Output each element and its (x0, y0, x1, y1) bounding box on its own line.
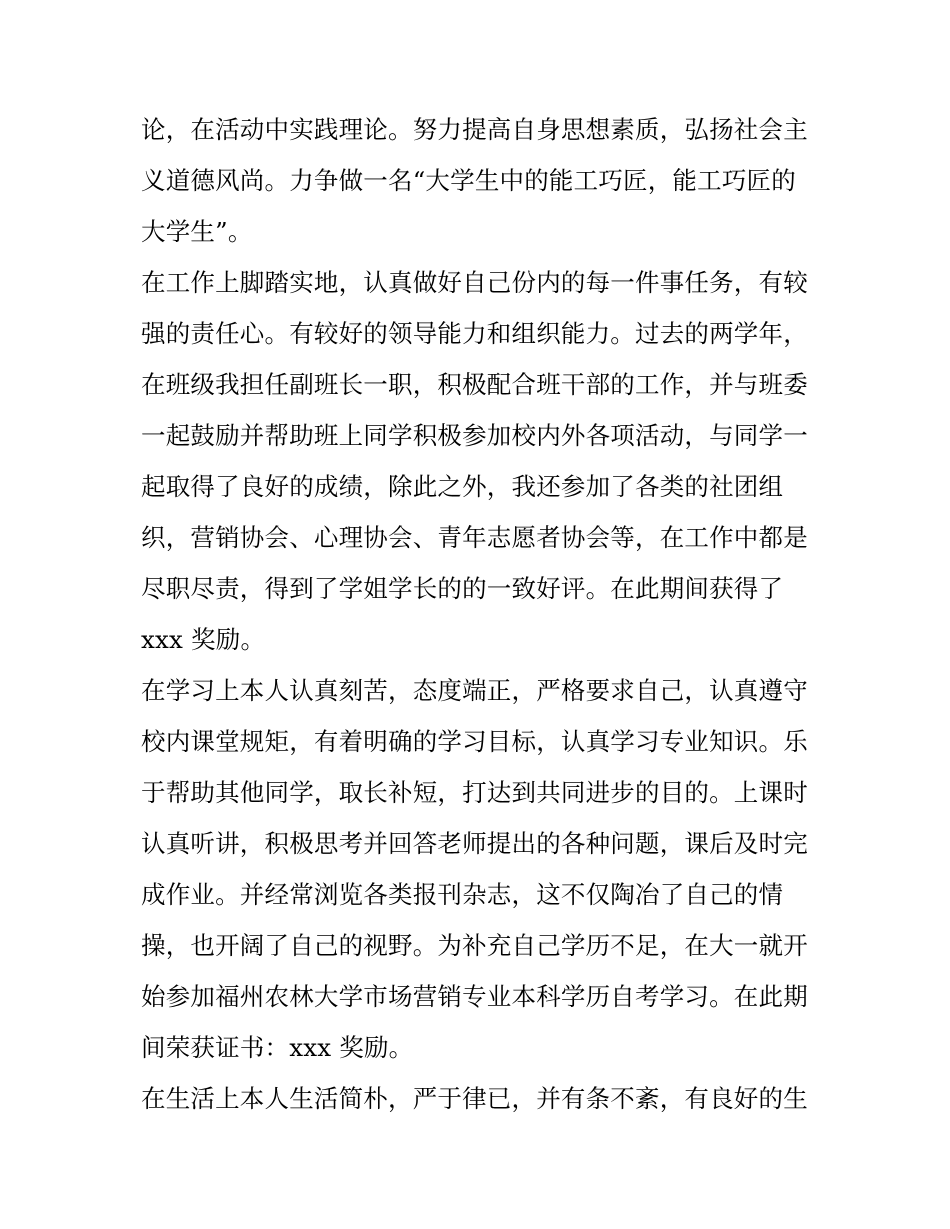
text-line: 尽职尽责，得到了学姐学长的的一致好评。在此期间获得了 (141, 574, 784, 603)
text-line: 大学生”。 (141, 217, 253, 246)
text-line: 间荣获证书：xxx 奖励。 (141, 1033, 414, 1062)
text-line: 操，也开阔了自己的视野。为补充自己学历不足，在大一就开 (141, 931, 808, 960)
text-line: 在工作上脚踏实地，认真做好自己份内的每一件事任务，有较 (141, 268, 808, 297)
text-line: 校内课堂规矩，有着明确的学习目标，认真学习专业知识。乐 (141, 727, 808, 756)
text-line: 起取得了良好的成绩，除此之外，我还参加了各类的社团组 (141, 472, 784, 501)
text-line: 强的责任心。有较好的领导能力和组织能力。过去的两学年， (141, 319, 808, 348)
text-line: 义道德风尚。力争做一名“大学生中的能工巧匠，能工巧匠的 (141, 166, 796, 195)
text-line: 一起鼓励并帮助班上同学积极参加校内外各项活动，与同学一 (141, 421, 808, 450)
text-line: 成作业。并经常浏览各类报刊杂志，这不仅陶冶了自己的情 (141, 880, 784, 909)
text-line: 在班级我担任副班长一职，积极配合班干部的工作，并与班委 (141, 370, 808, 399)
text-line: 于帮助其他同学，取长补短，打达到共同进步的目的。上课时 (141, 778, 808, 807)
text-line: 论，在活动中实践理论。努力提高自身思想素质，弘扬社会主 (141, 115, 808, 144)
text-line: 织，营销协会、心理协会、青年志愿者协会等，在工作中都是 (141, 523, 808, 552)
text-line: 在学习上本人认真刻苦，态度端正，严格要求自己，认真遵守 (141, 676, 808, 705)
text-line: 在生活上本人生活简朴，严于律已，并有条不紊，有良好的生 (141, 1084, 808, 1113)
text-line: 始参加福州农林大学市场营销专业本科学历自考学习。在此期 (141, 982, 808, 1011)
document-body (141, 104, 821, 1124)
text-line: 认真听讲，积极思考并回答老师提出的各种问题，课后及时完 (141, 829, 808, 858)
text-line: xxx 奖励。 (141, 625, 266, 654)
